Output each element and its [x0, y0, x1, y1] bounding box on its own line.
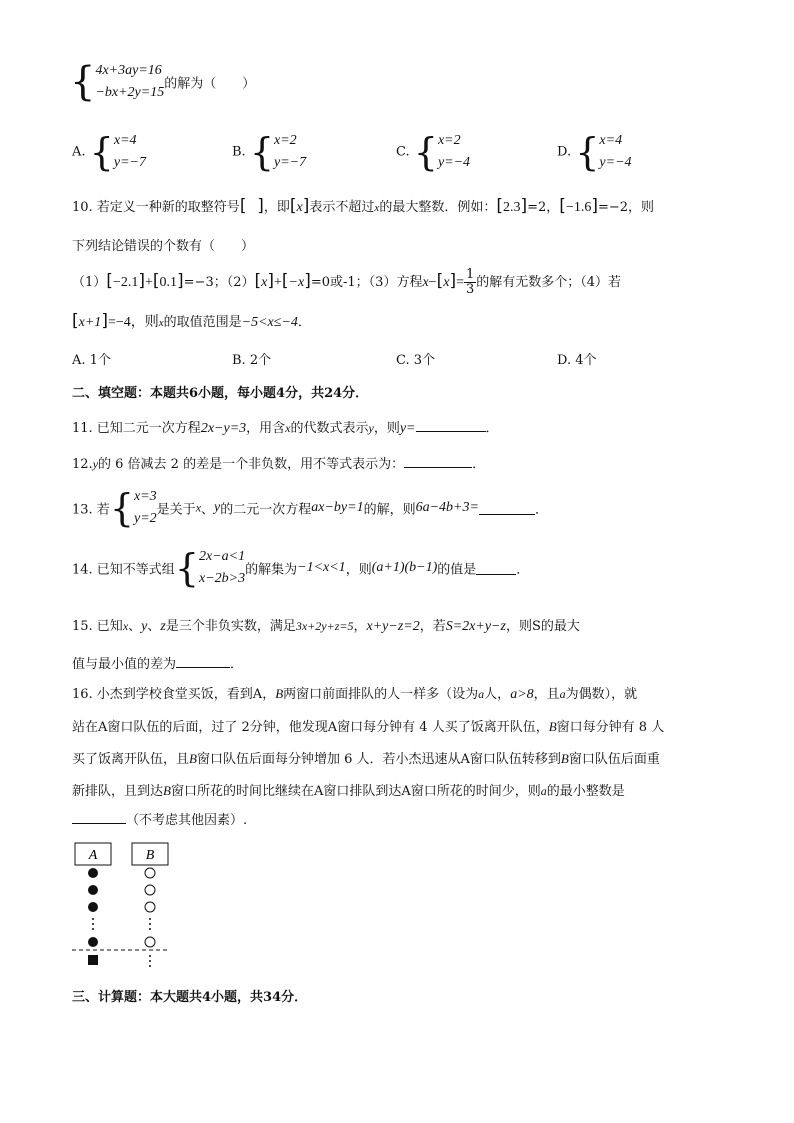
q9-eq2: −bx+2y=15 — [95, 85, 165, 100]
section-3-heading: 三、计算题：本大题共4小题，共34分． — [72, 990, 308, 1005]
q13 — [72, 486, 548, 530]
answer-blank[interactable] — [479, 502, 535, 515]
q9-option-c — [396, 130, 470, 174]
bracket-symbol: ] — [177, 271, 184, 291]
ellipsis-dot — [149, 955, 151, 957]
period: ． — [230, 657, 244, 672]
q16-line1 — [72, 683, 637, 703]
bracket-symbol: [ — [281, 271, 289, 291]
q15-line2 — [72, 653, 243, 672]
left-brace: { — [249, 130, 275, 174]
bracket-symbol: ] — [449, 271, 457, 291]
q13-text: 的解，则 — [363, 502, 416, 518]
ellipsis-dot — [149, 965, 151, 967]
q11-expr: y= — [399, 421, 416, 436]
option-line: y=−7 — [113, 155, 146, 170]
minus-sign: − — [428, 275, 437, 290]
var-a: a — [559, 687, 566, 701]
q10-line3 — [72, 268, 621, 297]
var-x: x — [285, 421, 291, 435]
q10-text: =−3；（2） — [183, 275, 255, 290]
q14-text: 的解集为 — [245, 562, 298, 578]
ellipsis-dot — [92, 923, 94, 925]
option-line: x=4 — [599, 133, 623, 148]
q10-text: 表示不超过 — [309, 200, 375, 215]
q13-text: 13. 若 — [72, 502, 110, 518]
ellipsis-dot — [149, 960, 151, 962]
q15-text: ， — [353, 619, 367, 634]
q16-line5 — [72, 809, 247, 828]
q10-text: 的最大整数．例如： — [379, 200, 497, 215]
var-B: B — [163, 783, 171, 798]
q10-option-c: C. 3个 — [396, 353, 436, 368]
q10-text: =2， — [527, 200, 560, 215]
q15-text: 15. 已知 — [72, 619, 123, 634]
q10-text: 的取值范围是 — [163, 315, 242, 330]
q16-text: 买了饭离开队伍，且 — [72, 752, 190, 767]
q16-text: （不考虑其他因素）. — [126, 813, 248, 828]
q9-system — [70, 60, 255, 104]
ellipsis-dot — [149, 918, 151, 920]
period: ． — [297, 315, 311, 330]
queue-a-person — [88, 868, 98, 878]
fraction — [464, 268, 476, 297]
q10-option-b: B. 2个 — [232, 353, 272, 368]
ellipsis-dot — [92, 918, 94, 920]
q13-line: x=3 — [134, 489, 157, 504]
q15-text: 值与最小值的差为 — [72, 657, 177, 672]
q9-option-b — [232, 130, 306, 174]
answer-blank[interactable] — [176, 655, 230, 668]
q14-text: ，则 — [345, 562, 372, 578]
q10-line4 — [72, 311, 311, 331]
q14-line: x−2b>3 — [199, 571, 246, 586]
q10-text: =−2，则 — [597, 200, 655, 215]
q10-option-d: D. 4个 — [557, 353, 597, 368]
bracket-symbol: [ — [436, 271, 444, 291]
q15-text: 、 — [128, 619, 142, 634]
q9-eq1: 4x+3ay=16 — [95, 63, 162, 78]
var-y: y — [368, 421, 374, 435]
option-label: B. — [232, 144, 246, 160]
bracket-symbol: [ — [559, 196, 566, 216]
example-2: −1.6 — [565, 200, 592, 215]
numerator: 1 — [465, 267, 475, 282]
bracket-symbol: ] — [520, 196, 528, 216]
left-brace: { — [70, 59, 96, 105]
option-label: C. — [396, 144, 410, 160]
bracket-symbol: ] — [591, 196, 598, 216]
option-label: A. — [72, 144, 86, 160]
bracket-symbol: ] — [304, 271, 311, 291]
var-a: a — [478, 687, 485, 701]
q11-text: 的代数式表示 — [290, 421, 369, 436]
q16-text: 人， — [484, 687, 511, 702]
q14 — [72, 546, 529, 590]
bracket-symbol: ] — [101, 311, 108, 331]
var-y: y — [92, 457, 99, 471]
q10-text: =−4，则 — [107, 315, 159, 330]
denominator: 3 — [465, 282, 475, 297]
q15-eq3: S=2x+y−z — [445, 619, 506, 634]
q10-text: 10. 若定义一种新的取整符号 — [72, 200, 240, 215]
bracket-symbol: ] — [138, 271, 145, 291]
q10-line1 — [72, 196, 654, 216]
xiaojie-square — [88, 955, 98, 965]
var-x: x — [195, 500, 202, 515]
q16-line3 — [72, 748, 660, 767]
q9-option-a — [72, 130, 146, 174]
q16-text: 的最小整数是 — [546, 784, 625, 799]
var-z: z — [160, 619, 166, 634]
q13-text: 是关于 — [156, 502, 196, 518]
left-brace: { — [89, 130, 114, 174]
q11-text: 11. 已知二元一次方程 — [72, 421, 201, 436]
option-line: x=4 — [113, 133, 137, 148]
plus-sign: + — [144, 275, 153, 290]
q14-text: 的值是 — [437, 562, 477, 578]
q12-text: 12. — [72, 457, 93, 472]
q11-text: ，用含 — [246, 421, 286, 436]
queue-a-person — [88, 937, 98, 947]
q14-text: 14. 已知不等式组 — [72, 562, 175, 578]
q15-eq1: 3x+2y+z=5 — [295, 619, 354, 633]
example-1: 2.3 — [502, 200, 521, 215]
bracket-symbol: ] — [267, 271, 274, 291]
range-expr: −5<x≤−4 — [241, 315, 298, 330]
q16-text: 新排队，且到达 — [72, 784, 164, 799]
value: 0.1 — [159, 275, 178, 290]
q13-expr: 6a−4b+3= — [415, 500, 479, 515]
var-x: x — [422, 275, 429, 290]
q16-text: 窗口每分钟有 8 人 — [556, 720, 665, 735]
left-brace: { — [109, 486, 134, 530]
q15-text: ，则S的最大 — [505, 619, 580, 634]
q14-expr: (a+1)(b−1) — [371, 560, 438, 575]
bracket-symbol: [ ] — [239, 196, 264, 216]
queue-b-person — [145, 937, 155, 947]
q16-text: 窗口队伍后面每分钟增加 6 人．若小杰迅速从A窗口队伍转移到 — [196, 752, 561, 767]
option-label: D. — [557, 144, 572, 160]
window-a-label: A — [88, 848, 98, 863]
var-B: B — [275, 686, 284, 701]
queue-b-person — [145, 868, 155, 878]
value: −2.1 — [112, 275, 139, 290]
q16-text: 窗口队伍后面重 — [568, 752, 660, 767]
q13-text: 的二元一次方程 — [220, 502, 312, 518]
q16-line2 — [72, 716, 664, 735]
q16-text: 为偶数），就 — [565, 687, 638, 702]
q9-tail: 的解为（ ） — [164, 76, 256, 92]
bracket-symbol: ] — [302, 196, 310, 216]
q16-text: 两窗口前面排队的人一样多（设为 — [283, 687, 479, 702]
q16-text: 16. 小杰到学校食堂买饭，看到A， — [72, 687, 276, 702]
queue-diagram — [70, 840, 180, 970]
left-brace: { — [174, 546, 199, 590]
q11 — [72, 417, 499, 437]
q14-line: 2x−a<1 — [199, 549, 246, 564]
var-B: B — [189, 751, 197, 766]
var-y: y — [214, 500, 221, 515]
q10-text: =0或-1；（3）方程 — [310, 275, 423, 290]
q14-expr: −1<x<1 — [297, 560, 346, 575]
bracket-symbol: [ — [152, 271, 160, 291]
q10-text: （1） — [72, 275, 107, 290]
q16-text: ，且 — [533, 687, 560, 702]
queue-b-person — [145, 885, 155, 895]
period: ． — [485, 421, 499, 436]
var-neg-x: −x — [288, 275, 305, 290]
left-brace: { — [413, 130, 438, 174]
var-a: a — [540, 784, 547, 798]
var-B: B — [560, 751, 569, 766]
answer-blank[interactable] — [404, 455, 472, 468]
var-x: x — [158, 317, 164, 329]
q15-text: 、 — [147, 619, 161, 634]
queue-a-person — [88, 885, 98, 895]
q12-text: 的 6 倍减去 2 的差是一个非负数，用不等式表示为： — [98, 457, 405, 472]
q9-option-d — [557, 130, 632, 174]
option-line: y=−4 — [437, 155, 471, 170]
q15-line1 — [72, 615, 580, 635]
plus-sign: + — [273, 275, 282, 290]
expr: x+1 — [78, 315, 102, 330]
q16-text: 站在A窗口队伍的后面，过了 2分钟，他发现A窗口每分钟有 4 人买了饭离开队伍， — [72, 720, 549, 735]
bracket-symbol: [ — [254, 271, 262, 291]
option-line: x=2 — [274, 133, 297, 148]
bracket-symbol: [ — [72, 311, 79, 331]
q15-text: ，若 — [419, 619, 446, 634]
var-x: x — [296, 200, 303, 215]
q10-text: 的解有无数多个；（4）若 — [476, 275, 622, 290]
q15-eq2: x+y−z=2 — [366, 619, 420, 634]
q10-line2: 下列结论错误的个数有（ ） — [72, 239, 255, 254]
queue-a-person — [88, 902, 98, 912]
ellipsis-dot — [92, 928, 94, 930]
q11-text: ，则 — [373, 421, 400, 436]
option-line: x=2 — [437, 133, 461, 148]
q10-text: ，即 — [263, 200, 290, 215]
period: ． — [472, 457, 486, 472]
equals-sign: = — [456, 275, 464, 290]
q12 — [72, 453, 485, 472]
q16-text: 窗口所花的时间比继续在A窗口排队到达A窗口所花的时间少，则 — [170, 784, 541, 799]
q13-line: y=2 — [134, 511, 157, 526]
q16-expr: a>8 — [510, 687, 534, 702]
q13-equation: ax−by=1 — [311, 500, 364, 515]
bracket-symbol: [ — [106, 271, 113, 291]
section-2-heading: 二、填空题：本题共6小题，每小题4分，共24分． — [72, 386, 369, 401]
period: ． — [516, 562, 530, 578]
window-b-label: B — [145, 848, 155, 863]
answer-blank[interactable] — [72, 811, 126, 824]
queue-b-person — [145, 902, 155, 912]
var-x: x — [261, 275, 268, 290]
q16-line4 — [72, 780, 625, 799]
q13-text: 、 — [201, 502, 215, 518]
left-brace: { — [575, 130, 600, 174]
q11-equation: 2x−y=3 — [200, 421, 247, 436]
answer-blank[interactable] — [476, 562, 516, 575]
ellipsis-dot — [149, 923, 151, 925]
q15-text: 是三个非负实数，满足 — [165, 619, 296, 634]
ellipsis-dot — [149, 928, 151, 930]
option-line: y=−4 — [599, 155, 632, 170]
answer-blank[interactable] — [416, 419, 486, 432]
var-x: x — [374, 202, 380, 214]
var-y: y — [141, 619, 148, 634]
period: ． — [534, 502, 548, 518]
var-x: x — [443, 275, 450, 290]
bracket-symbol: [ — [496, 196, 503, 216]
bracket-symbol: [ — [289, 196, 297, 216]
var-x: x — [122, 619, 129, 633]
q10-option-a: A. 1个 — [72, 353, 111, 368]
var-B: B — [548, 719, 557, 734]
option-line: y=−7 — [274, 155, 307, 170]
